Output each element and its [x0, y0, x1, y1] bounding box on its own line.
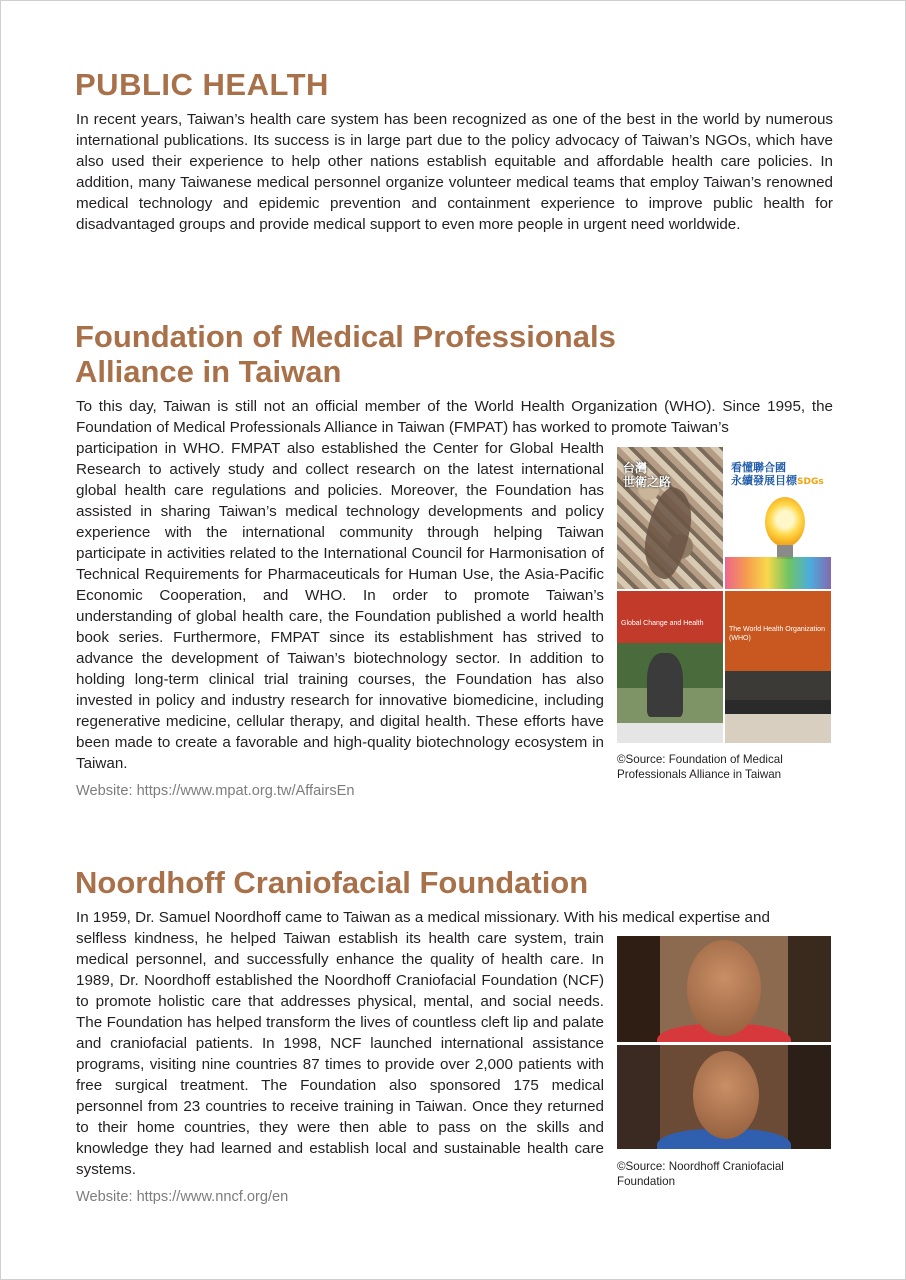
fmpat-website-link[interactable]: Website: https://www.mpat.org.tw/AffairsEn — [76, 783, 355, 799]
book-cover-title: 台灣 世衛之路 — [623, 461, 672, 489]
face-shape — [687, 940, 761, 1036]
ncf-image-caption: ©Source: Noordhoff Craniofacial Foundation — [617, 1160, 784, 1188]
taiwan-map-shape — [639, 484, 696, 582]
public-health-body: In recent years, Taiwan’s health care system has been recognized as one of the best in the world by numerous international publications. Its success is in large part due to the policy advocacy of Taiwan’s NGOs, which have also used their experience to help other nations establish equitable and affordable health care policies. In addition, many Taiwanese medical personnel organize volunteer medical teams that employ Taiwan’s renowned medical technology and epidemic prevention and containment experience to improve public health for disadvantaged groups and provide medical support to even more people in urgent need worldwide. — [76, 111, 833, 233]
face-shape — [693, 1051, 759, 1139]
ncf-patient-photo-2 — [617, 1045, 831, 1149]
fmpat-title: Foundation of Medical Professionals Alliance in Taiwan — [75, 319, 616, 389]
fmpat-image-caption: ©Source: Foundation of Medical Professionals Alliance in Taiwan — [617, 753, 783, 781]
ncf-title: Noordhoff Craniofacial Foundation — [75, 865, 589, 900]
ncf-website-link[interactable]: Website: https://www.nncf.org/en — [76, 1189, 289, 1205]
fmpat-book-collage-image — [617, 447, 831, 743]
sdgs-badge: SDGs — [797, 477, 824, 487]
book-cover-sdgs — [725, 447, 831, 589]
book-cover-title: Global Change and Health — [621, 620, 704, 627]
book-cover-title — [731, 461, 824, 489]
rainbow-wave — [725, 557, 831, 589]
public-health-title: PUBLIC HEALTH — [75, 67, 329, 102]
book-cover-global-change — [617, 591, 723, 743]
fmpat-body-intro: To this day, Taiwan is still not an official member of the World Health Organization (WHO). Since 1995, the Foundation of Medical Professionals Alliance in Taiwan (FMPAT) has worked to promote Taiwan’s — [76, 398, 833, 436]
fmpat-body-column: participation in WHO. FMPAT also established the Center for Global Health Research to actively study and collect research on the latest international global health care regulations and policies. Moreover, the Foundation has assisted in sharing Taiwan’s medical technology developments and policy experience with the international community through helping Taiwan participate in activities related to the International Council for Harmonisation of Technical Requirements for Pharmaceuticals for Human Use, the Asia-Pacific Economic Cooperation, and WHO. In order to promote Taiwan’s understanding of global health care, the Foundation published a world health book series. Furthermore, FMPAT since its establishment has strived to advance the development of Taiwan’s biotechnology sector. In addition to holding long-term clinical trial training courses, the Foundation has also invested in policy and industry research for innovative biomedicine, including regenerative medicine, cellular therapy, and digital health. These efforts have been made to create a favorable and high-quality biotechnology ecosystem in Taiwan. — [76, 440, 604, 772]
ncf-patient-photo-1 — [617, 936, 831, 1042]
lightbulb-illustration — [765, 497, 805, 547]
book-cover-title-text: 看懂聯合國 永續發展目標 — [731, 461, 797, 487]
conference-photo — [725, 671, 831, 743]
statue-shape — [647, 653, 683, 717]
ncf-body-column: selfless kindness, he helped Taiwan establish its health care system, train medical personnel, and successfully enhance the quality of health care. In 1989, Dr. Noordhoff established the Noordhoff Craniofacial Foundation (NCF) to promote holistic care that addresses physical, mental, and social needs. The Foundation has helped transform the lives of countless cleft lip and palate and craniofacial patients. In 1998, NCF launched international assistance programs, visiting nine countries 87 times to provide over 2,000 patients with free surgical treatment. The Foundation also sponsored 175 medical personnel from 23 countries to receive training in Taiwan. Once they returned to their home countries, they were then able to pass on the skills and knowledge they had learned and establish local and sustainable health care systems. — [76, 930, 604, 1178]
book-cover-taiwan-who — [617, 447, 723, 589]
ncf-body-intro: In 1959, Dr. Samuel Noordhoff came to Taiwan as a medical missionary. With his medical expertise and — [76, 909, 770, 926]
book-cover-title: The World Health Organization (WHO) — [729, 626, 825, 642]
book-cover-who — [725, 591, 831, 743]
